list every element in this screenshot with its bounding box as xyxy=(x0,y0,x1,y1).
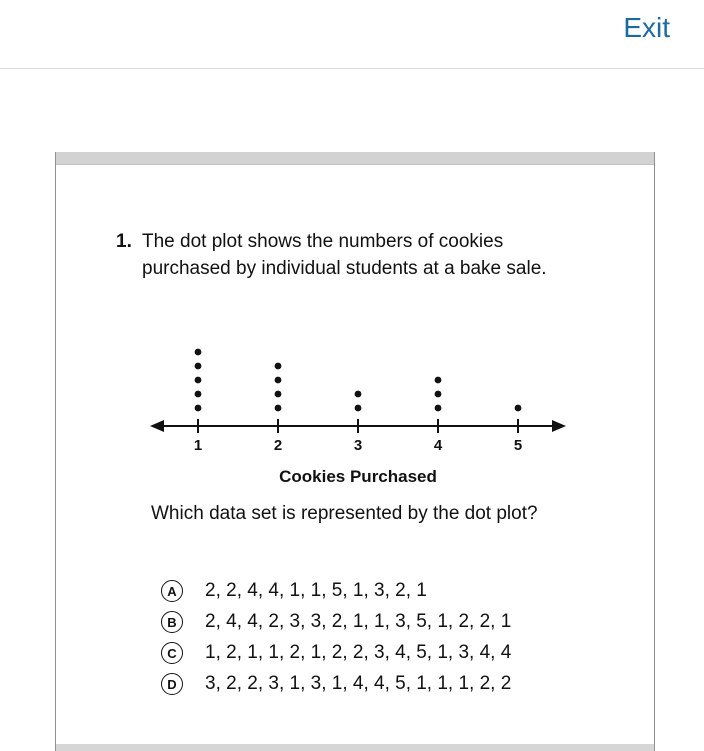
option-letter-bubble[interactable] xyxy=(161,611,183,633)
plot-dot xyxy=(355,405,362,412)
option-text: 1, 2, 1, 1, 2, 1, 2, 2, 3, 4, 5, 1, 3, 4, 4 xyxy=(205,642,512,663)
tick-label: 5 xyxy=(513,437,523,454)
dot-plot-xlabel: Cookies Purchased xyxy=(279,467,437,486)
plot-dot xyxy=(515,405,522,412)
tick-label: 3 xyxy=(353,437,363,454)
card-bottom-strip xyxy=(56,744,654,751)
option-letter: A xyxy=(167,583,177,599)
option-letter-bubble[interactable] xyxy=(161,580,183,602)
question-block xyxy=(116,228,586,282)
answer-option-b[interactable] xyxy=(161,611,631,633)
question-text: The dot plot shows the numbers of cookies purchased by individual students at a bake sale. xyxy=(142,231,547,279)
option-letter: B xyxy=(167,614,177,630)
option-letter: D xyxy=(167,676,177,692)
plot-dot xyxy=(435,377,442,384)
dot-plot xyxy=(148,326,568,487)
plot-dot xyxy=(435,405,442,412)
plot-dot xyxy=(195,363,202,370)
option-letter-bubble[interactable] xyxy=(161,673,183,695)
tick-label: 2 xyxy=(273,437,283,454)
options-list xyxy=(161,580,631,704)
plot-dot xyxy=(195,349,202,356)
option-text: 3, 2, 2, 3, 1, 3, 1, 4, 4, 5, 1, 1, 1, 2, 2 xyxy=(205,673,512,694)
answer-option-c[interactable] xyxy=(161,642,631,664)
answer-option-d[interactable] xyxy=(161,673,631,695)
dot-plot-canvas xyxy=(148,326,568,461)
tick-label: 4 xyxy=(433,437,443,454)
plot-dot xyxy=(275,363,282,370)
option-text: 2, 4, 4, 2, 3, 3, 2, 1, 1, 3, 5, 1, 2, 2, 1 xyxy=(205,611,512,632)
plot-dot xyxy=(195,405,202,412)
exit-button[interactable]: Exit xyxy=(623,12,670,43)
question-card xyxy=(55,152,655,751)
option-text: 2, 2, 4, 4, 1, 1, 5, 1, 3, 2, 1 xyxy=(205,580,427,601)
plot-dot xyxy=(195,391,202,398)
plot-dot xyxy=(355,391,362,398)
answer-option-a[interactable] xyxy=(161,580,631,602)
plot-dot xyxy=(435,391,442,398)
card-top-strip xyxy=(56,152,654,165)
tick-label: 1 xyxy=(193,437,203,454)
plot-dot xyxy=(275,391,282,398)
header-divider xyxy=(0,68,704,69)
plot-dot xyxy=(275,405,282,412)
question-number: 1. xyxy=(116,231,132,252)
top-bar xyxy=(0,0,704,68)
option-letter-bubble[interactable] xyxy=(161,642,183,664)
option-letter: C xyxy=(167,645,177,661)
question-prompt: Which data set is represented by the dot plot? xyxy=(151,503,538,524)
plot-dot xyxy=(195,377,202,384)
plot-dot xyxy=(275,377,282,384)
